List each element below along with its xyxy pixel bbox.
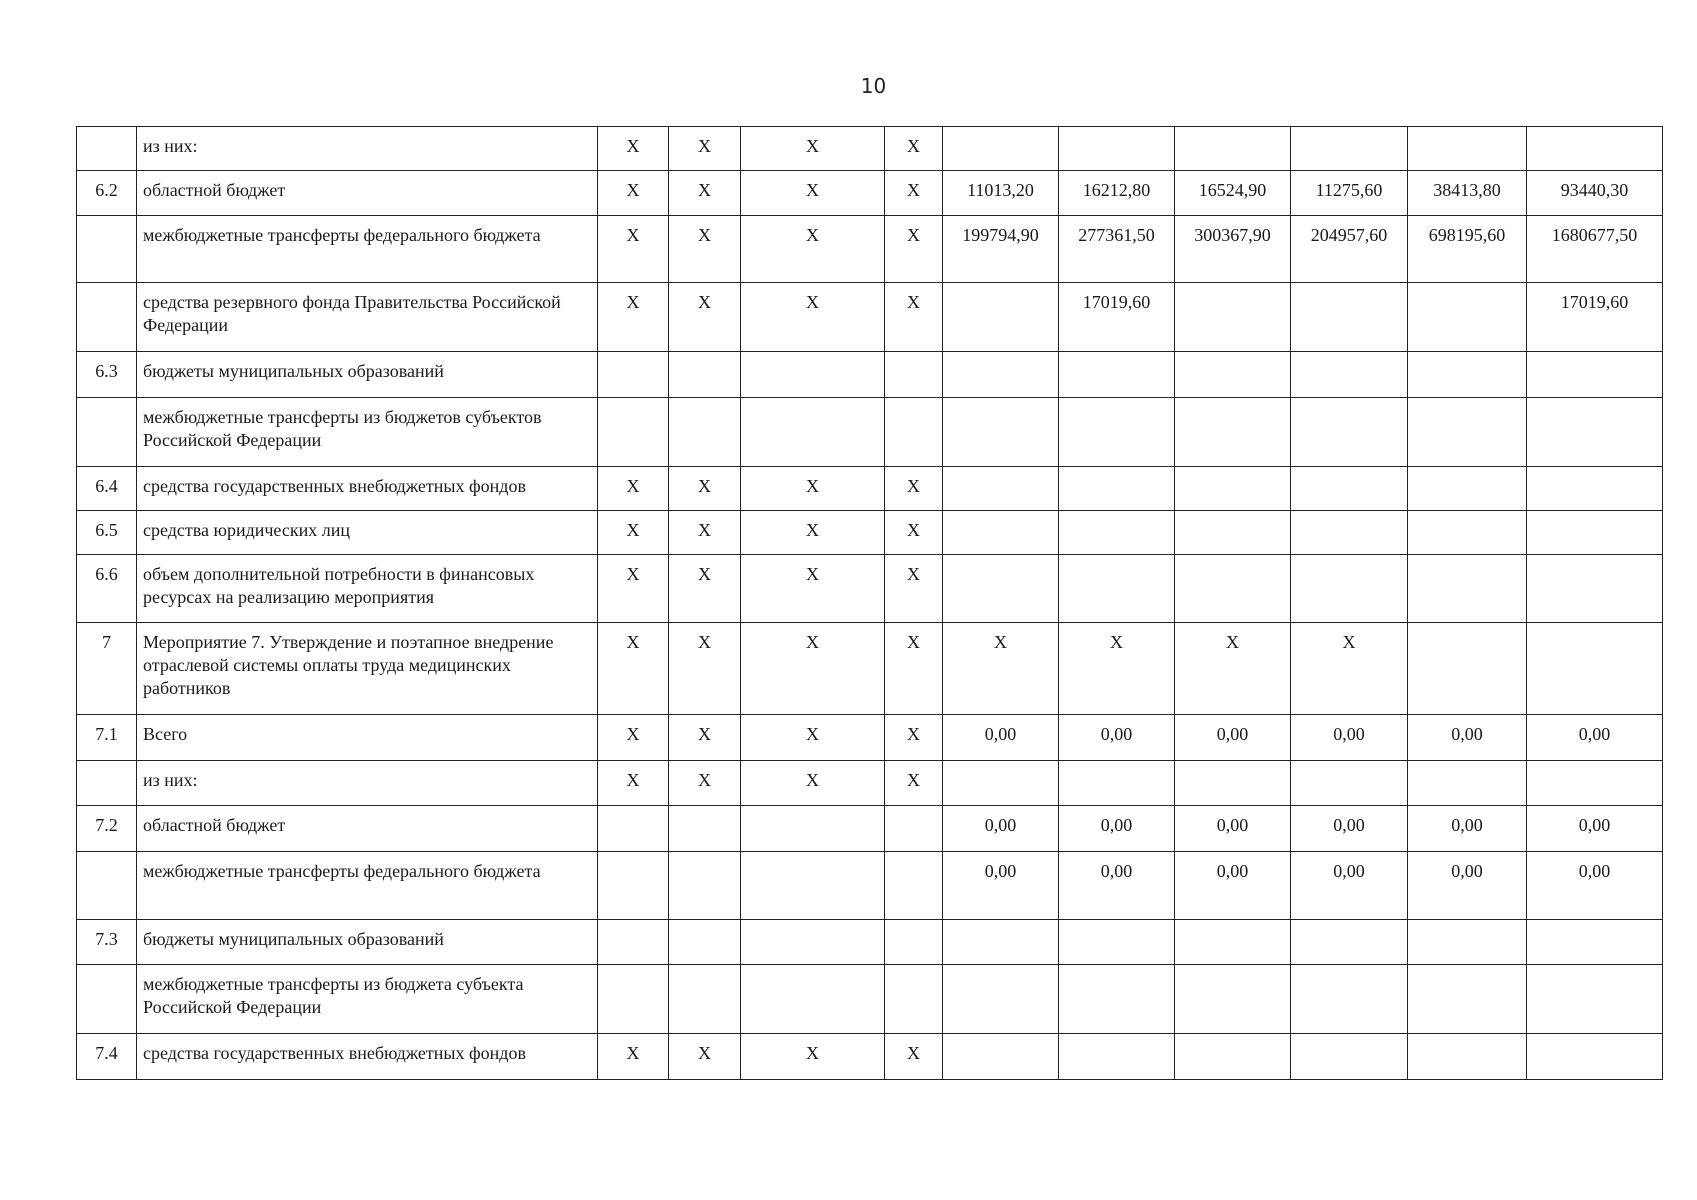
value-cell [1175,511,1291,555]
value-cell: 0,00 [1408,806,1527,852]
mark-cell: X [598,1034,669,1080]
mark-cell: X [598,216,669,283]
mark-cell: X [741,715,885,761]
value-cell [1291,467,1408,511]
row-number-cell [77,398,137,467]
row-description-cell: Мероприятие 7. Утверждение и поэтапное внедрение отраслевой системы оплаты труда медицинских работников [137,623,598,715]
value-cell [1175,398,1291,467]
value-cell [1408,965,1527,1034]
table-row [77,283,1663,352]
table-row [77,216,1663,283]
value-cell [943,467,1059,511]
table-row [77,1034,1663,1080]
mark-cell: X [741,1034,885,1080]
table-row [77,127,1663,171]
value-cell: X [1175,623,1291,715]
value-cell: 11275,60 [1291,171,1408,216]
mark-cell [885,352,943,398]
value-cell: 0,00 [1175,852,1291,920]
row-number-cell [77,761,137,806]
mark-cell [598,852,669,920]
mark-cell [669,852,741,920]
value-cell [1059,127,1175,171]
value-cell: 11013,20 [943,171,1059,216]
value-cell: X [943,623,1059,715]
mark-cell: X [598,171,669,216]
mark-cell [741,965,885,1034]
mark-cell: X [669,171,741,216]
value-cell [1175,761,1291,806]
table-row [77,715,1663,761]
value-cell: 93440,30 [1527,171,1663,216]
row-number-cell [77,852,137,920]
row-number-cell: 7.2 [77,806,137,852]
value-cell [943,352,1059,398]
table-row [77,467,1663,511]
value-cell [943,555,1059,623]
value-cell [943,283,1059,352]
value-cell [1408,283,1527,352]
row-number-cell: 6.2 [77,171,137,216]
row-number-cell: 6.4 [77,467,137,511]
value-cell [1059,398,1175,467]
row-description-cell: бюджеты муниципальных образований [137,920,598,965]
row-description-cell: средства резервного фонда Правительства Российской Федерации [137,283,598,352]
value-cell: 0,00 [1408,715,1527,761]
value-cell [1175,1034,1291,1080]
row-description-cell: средства государственных внебюджетных фондов [137,1034,598,1080]
value-cell [1527,920,1663,965]
value-cell [1291,511,1408,555]
table-row [77,965,1663,1034]
value-cell: 17019,60 [1527,283,1663,352]
value-cell: 698195,60 [1408,216,1527,283]
page-number: 10 [860,74,887,98]
value-cell [1059,1034,1175,1080]
mark-cell [669,398,741,467]
mark-cell [669,806,741,852]
table-row [77,920,1663,965]
value-cell [1408,511,1527,555]
value-cell [1175,467,1291,511]
mark-cell: X [885,761,943,806]
value-cell [1527,623,1663,715]
row-number-cell [77,283,137,352]
value-cell [1291,1034,1408,1080]
mark-cell: X [885,127,943,171]
mark-cell: X [669,715,741,761]
value-cell [943,511,1059,555]
value-cell [1059,352,1175,398]
row-description-cell: областной бюджет [137,806,598,852]
value-cell [943,398,1059,467]
value-cell [943,1034,1059,1080]
mark-cell: X [885,511,943,555]
value-cell [1175,555,1291,623]
mark-cell [669,965,741,1034]
mark-cell [741,352,885,398]
value-cell [1291,920,1408,965]
value-cell [1059,467,1175,511]
value-cell: 300367,90 [1175,216,1291,283]
value-cell: 0,00 [1291,852,1408,920]
mark-cell: X [741,216,885,283]
table-row [77,806,1663,852]
value-cell: 16212,80 [1059,171,1175,216]
mark-cell: X [885,715,943,761]
value-cell: 0,00 [1175,715,1291,761]
value-cell [1059,761,1175,806]
value-cell [1408,398,1527,467]
value-cell: 199794,90 [943,216,1059,283]
value-cell: 16524,90 [1175,171,1291,216]
mark-cell [741,852,885,920]
mark-cell: X [669,623,741,715]
mark-cell [885,398,943,467]
value-cell [1291,283,1408,352]
row-description-cell: средства юридических лиц [137,511,598,555]
value-cell [1527,127,1663,171]
value-cell [1408,920,1527,965]
mark-cell: X [598,623,669,715]
mark-cell: X [741,283,885,352]
value-cell: 204957,60 [1291,216,1408,283]
value-cell: 0,00 [943,715,1059,761]
row-number-cell: 7.1 [77,715,137,761]
row-number-cell: 6.6 [77,555,137,623]
mark-cell: X [885,467,943,511]
table-row [77,761,1663,806]
row-number-cell [77,127,137,171]
value-cell [1291,555,1408,623]
mark-cell: X [669,761,741,806]
value-cell: 17019,60 [1059,283,1175,352]
mark-cell: X [741,171,885,216]
value-cell [1527,467,1663,511]
value-cell [1291,352,1408,398]
value-cell [1408,761,1527,806]
mark-cell: X [885,1034,943,1080]
mark-cell [741,806,885,852]
value-cell [1408,352,1527,398]
value-cell: 38413,80 [1408,171,1527,216]
value-cell [1059,965,1175,1034]
mark-cell: X [598,467,669,511]
mark-cell: X [741,555,885,623]
mark-cell: X [669,283,741,352]
value-cell: 0,00 [1408,852,1527,920]
table-row [77,352,1663,398]
mark-cell: X [669,467,741,511]
row-description-cell: межбюджетные трансферты федерального бюджета [137,216,598,283]
mark-cell: X [885,171,943,216]
value-cell: 0,00 [1059,852,1175,920]
value-cell [1175,920,1291,965]
row-description-cell: межбюджетные трансферты федерального бюджета [137,852,598,920]
row-description-cell: Всего [137,715,598,761]
mark-cell [598,806,669,852]
mark-cell [885,806,943,852]
row-number-cell [77,965,137,1034]
mark-cell: X [598,761,669,806]
value-cell [1175,965,1291,1034]
budget-table-body [77,127,1663,1080]
value-cell [1527,965,1663,1034]
value-cell [1408,623,1527,715]
mark-cell [885,965,943,1034]
mark-cell: X [598,511,669,555]
value-cell [1527,352,1663,398]
value-cell: 1680677,50 [1527,216,1663,283]
value-cell: X [1059,623,1175,715]
value-cell [1408,555,1527,623]
table-row [77,852,1663,920]
table-row [77,398,1663,467]
table-row [77,171,1663,216]
row-description-cell: межбюджетные трансферты из бюджета субъекта Российской Федерации [137,965,598,1034]
value-cell: 0,00 [1527,715,1663,761]
row-description-cell: из них: [137,127,598,171]
mark-cell: X [741,761,885,806]
mark-cell: X [741,623,885,715]
value-cell: 0,00 [1175,806,1291,852]
row-number-cell: 7.3 [77,920,137,965]
value-cell [1527,398,1663,467]
value-cell [1408,127,1527,171]
mark-cell: X [598,127,669,171]
value-cell [1175,352,1291,398]
value-cell [943,761,1059,806]
row-description-cell: бюджеты муниципальных образований [137,352,598,398]
value-cell [1527,511,1663,555]
mark-cell: X [669,216,741,283]
mark-cell [598,920,669,965]
mark-cell [741,398,885,467]
value-cell [1175,283,1291,352]
value-cell [943,920,1059,965]
value-cell [1059,555,1175,623]
mark-cell: X [741,467,885,511]
value-cell [943,965,1059,1034]
budget-table [76,126,1663,1080]
value-cell [1527,555,1663,623]
mark-cell [598,965,669,1034]
row-description-cell: из них: [137,761,598,806]
mark-cell [598,352,669,398]
mark-cell: X [885,283,943,352]
value-cell [1291,761,1408,806]
mark-cell: X [741,127,885,171]
row-number-cell: 6.3 [77,352,137,398]
value-cell: 0,00 [1291,715,1408,761]
mark-cell: X [669,555,741,623]
value-cell: 0,00 [1059,715,1175,761]
table-row [77,623,1663,715]
value-cell: 0,00 [943,806,1059,852]
mark-cell: X [598,715,669,761]
value-cell [1059,920,1175,965]
row-number-cell: 7.4 [77,1034,137,1080]
value-cell: 0,00 [943,852,1059,920]
value-cell: 0,00 [1527,806,1663,852]
value-cell [1527,1034,1663,1080]
mark-cell [669,352,741,398]
table-row [77,511,1663,555]
mark-cell: X [885,216,943,283]
value-cell [1527,761,1663,806]
mark-cell [598,398,669,467]
value-cell: 0,00 [1527,852,1663,920]
value-cell [1175,127,1291,171]
value-cell [1291,127,1408,171]
value-cell: X [1291,623,1408,715]
mark-cell: X [598,555,669,623]
value-cell [943,127,1059,171]
value-cell [1408,1034,1527,1080]
row-description-cell: областной бюджет [137,171,598,216]
mark-cell: X [741,511,885,555]
value-cell: 277361,50 [1059,216,1175,283]
mark-cell [885,920,943,965]
mark-cell: X [885,623,943,715]
mark-cell: X [669,127,741,171]
row-description-cell: объем дополнительной потребности в финансовых ресурсах на реализацию мероприятия [137,555,598,623]
row-description-cell: средства государственных внебюджетных фондов [137,467,598,511]
row-number-cell [77,216,137,283]
value-cell [1408,467,1527,511]
mark-cell [741,920,885,965]
value-cell: 0,00 [1059,806,1175,852]
row-number-cell: 6.5 [77,511,137,555]
mark-cell: X [598,283,669,352]
mark-cell [669,920,741,965]
mark-cell [885,852,943,920]
value-cell [1059,511,1175,555]
value-cell: 0,00 [1291,806,1408,852]
mark-cell: X [669,1034,741,1080]
row-number-cell: 7 [77,623,137,715]
mark-cell: X [669,511,741,555]
table-row [77,555,1663,623]
mark-cell: X [885,555,943,623]
value-cell [1291,398,1408,467]
value-cell [1291,965,1408,1034]
row-description-cell: межбюджетные трансферты из бюджетов субъектов Российской Федерации [137,398,598,467]
